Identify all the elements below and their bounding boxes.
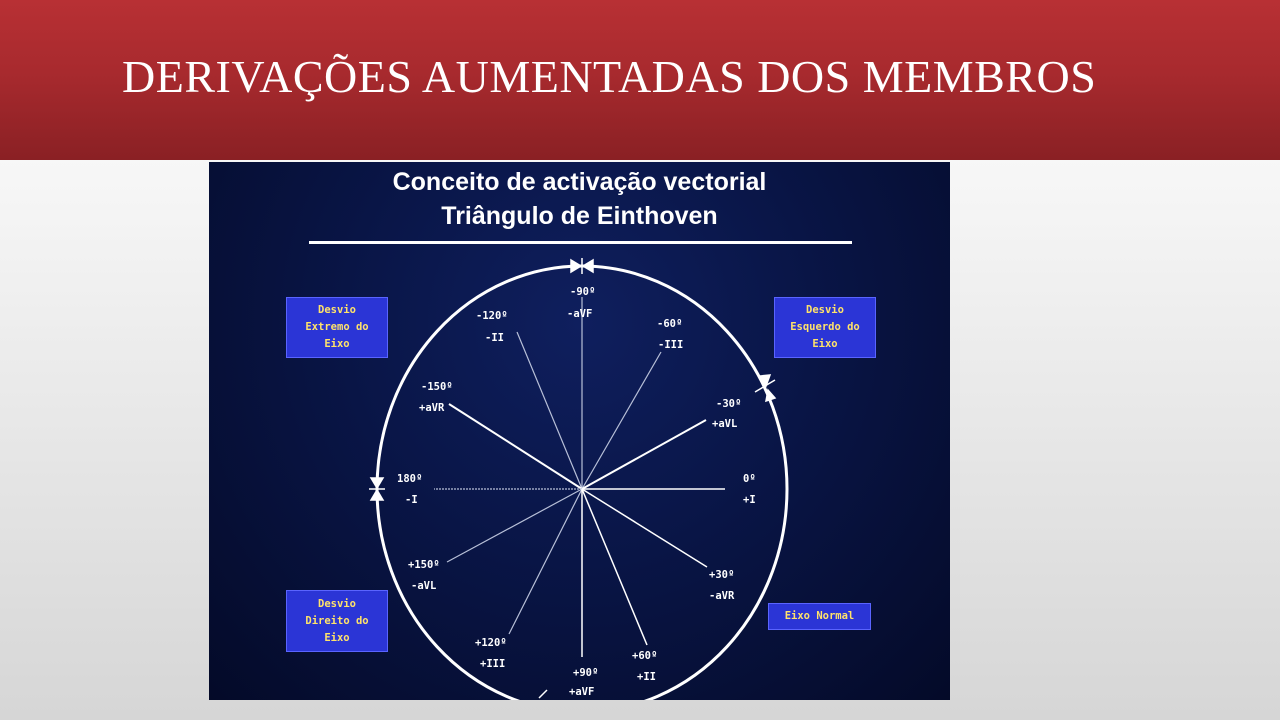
boundary-marker-top bbox=[571, 258, 593, 274]
figure-title-line1: Conceito de activação vectorial bbox=[392, 168, 767, 196]
label-lead-minus-avl: -aVL bbox=[411, 580, 437, 592]
slide-header bbox=[0, 0, 1280, 160]
label-lead-plus-avf: +aVF bbox=[569, 686, 595, 698]
label-lead-minus-avf: -aVF bbox=[567, 308, 593, 320]
axis-line-150 bbox=[447, 489, 582, 562]
label-angle-plus150: +150º bbox=[408, 559, 440, 571]
axis-line-120 bbox=[509, 489, 582, 634]
label-lead-minus-iii: -III bbox=[658, 339, 684, 351]
box-normal-axis: Eixo Normal bbox=[768, 603, 871, 630]
label-angle-minus150: -150º bbox=[421, 381, 453, 393]
label-lead-plus-avr: +aVR bbox=[419, 402, 445, 414]
box-left-axis-deviation: Desvio Esquerdo do Eixo bbox=[774, 297, 876, 358]
axis-line-minus150 bbox=[449, 404, 582, 489]
label-lead-minus-ii: -II bbox=[485, 332, 504, 344]
label-lead-minus-i: -I bbox=[405, 494, 418, 506]
figure-title-line2: Triângulo de Einthoven bbox=[441, 202, 718, 230]
label-angle-minus90: -90º bbox=[570, 286, 596, 298]
label-angle-0: 0º bbox=[743, 473, 756, 485]
label-lead-plus-avl: +aVL bbox=[712, 418, 738, 430]
axis-line-60 bbox=[582, 489, 647, 645]
boundary-marker-left bbox=[369, 478, 385, 500]
label-lead-minus-avr: -aVR bbox=[709, 590, 735, 602]
axis-line-minus30 bbox=[582, 420, 706, 489]
label-angle-plus120: +120º bbox=[475, 637, 507, 649]
label-lead-plus-i: +I bbox=[743, 494, 756, 506]
axis-line-minus60 bbox=[582, 352, 661, 489]
label-angle-plus60: +60º bbox=[632, 650, 658, 662]
label-angle-minus120: -120º bbox=[476, 310, 508, 322]
box-extreme-axis-deviation: Desvio Extremo do Eixo bbox=[286, 297, 388, 358]
slide-title: DERIVAÇÕES AUMENTADAS DOS MEMBROS bbox=[122, 51, 1097, 102]
axis-line-minus120 bbox=[517, 332, 582, 489]
label-angle-plus30: +30º bbox=[709, 569, 735, 581]
einthoven-figure bbox=[209, 162, 950, 700]
boundary-marker-bottom bbox=[539, 690, 547, 698]
label-angle-minus60: -60º bbox=[657, 318, 683, 330]
label-angle-minus30: -30º bbox=[716, 398, 742, 410]
label-angle-plus90: +90º bbox=[573, 667, 599, 679]
label-angle-180: 180º bbox=[397, 473, 423, 485]
label-lead-plus-iii: +III bbox=[480, 658, 506, 670]
label-lead-plus-ii: +II bbox=[637, 671, 656, 683]
axis-line-30 bbox=[582, 489, 707, 567]
box-right-axis-deviation: Desvio Direito do Eixo bbox=[286, 590, 388, 652]
